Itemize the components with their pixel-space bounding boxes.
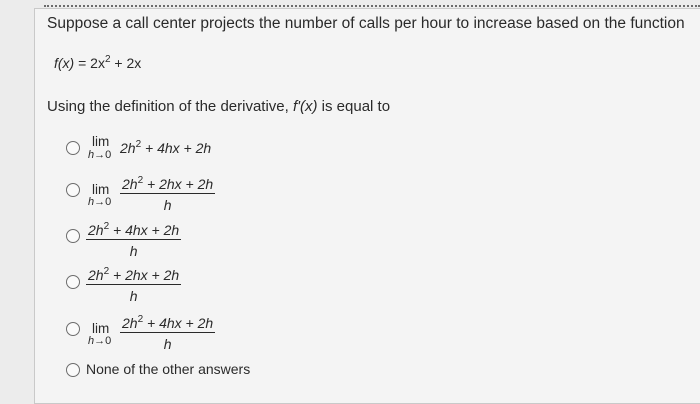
radio-button-3[interactable] <box>66 229 80 243</box>
function-rhs-exponent: 2 <box>104 54 111 65</box>
fraction-denominator: h <box>129 288 138 304</box>
radio-button-6[interactable] <box>66 363 80 377</box>
answer-option-3[interactable] <box>64 221 484 259</box>
function-rhs-a: = 2x <box>74 55 105 71</box>
limit-label: lim <box>92 182 110 197</box>
radio-button-2[interactable] <box>66 183 80 197</box>
answer-option-1[interactable] <box>64 132 484 166</box>
prompt-part-a: Using the definition of the derivative, <box>47 98 293 115</box>
limit-subscript: h→0 <box>88 196 112 208</box>
dotted-separator <box>44 5 700 7</box>
option-fraction <box>86 267 181 304</box>
option-fraction <box>120 315 215 352</box>
fraction-denominator: h <box>163 336 172 352</box>
limit-label: lim <box>92 321 110 336</box>
answer-option-2[interactable] <box>64 175 484 213</box>
answer-option-5[interactable] <box>64 314 484 352</box>
fraction-denominator: h <box>163 197 172 213</box>
answer-option-4[interactable] <box>64 266 484 304</box>
limit-subscript: h→0 <box>88 335 112 347</box>
prompt-part-b: is equal to <box>317 98 391 115</box>
option-fraction <box>120 176 215 213</box>
fraction-numerator: $2h^2 + 4hx + 2h$ <box>122 314 214 331</box>
function-lhs: f(x) <box>54 55 75 71</box>
question-prompt <box>47 98 390 115</box>
option-expression: $2h^2 + 4hx + 2h$ <box>120 139 212 156</box>
fraction-denominator: h <box>129 243 138 259</box>
function-definition <box>54 55 141 71</box>
function-rhs-b: + 2x <box>110 55 142 71</box>
limit-label: lim <box>92 134 110 149</box>
fraction-numerator: $2h^2 + 2hx + 2h$ <box>88 266 180 283</box>
fraction-numerator: $2h^2 + 2hx + 2h$ <box>122 175 214 192</box>
question-text: Suppose a call center projects the number of calls per hour to increase based on the function <box>47 15 685 32</box>
radio-button-5[interactable] <box>66 322 80 336</box>
option-fraction <box>86 222 181 259</box>
radio-button-1[interactable] <box>66 141 80 155</box>
limit-subscript: h→0 <box>88 149 112 161</box>
fraction-numerator: $2h^2 + 4hx + 2h$ <box>88 221 180 238</box>
radio-button-4[interactable] <box>66 275 80 289</box>
prompt-fprime: f'(x) <box>292 98 318 115</box>
answer-option-6[interactable] <box>64 360 484 394</box>
option-text: None of the other answers <box>86 361 251 377</box>
